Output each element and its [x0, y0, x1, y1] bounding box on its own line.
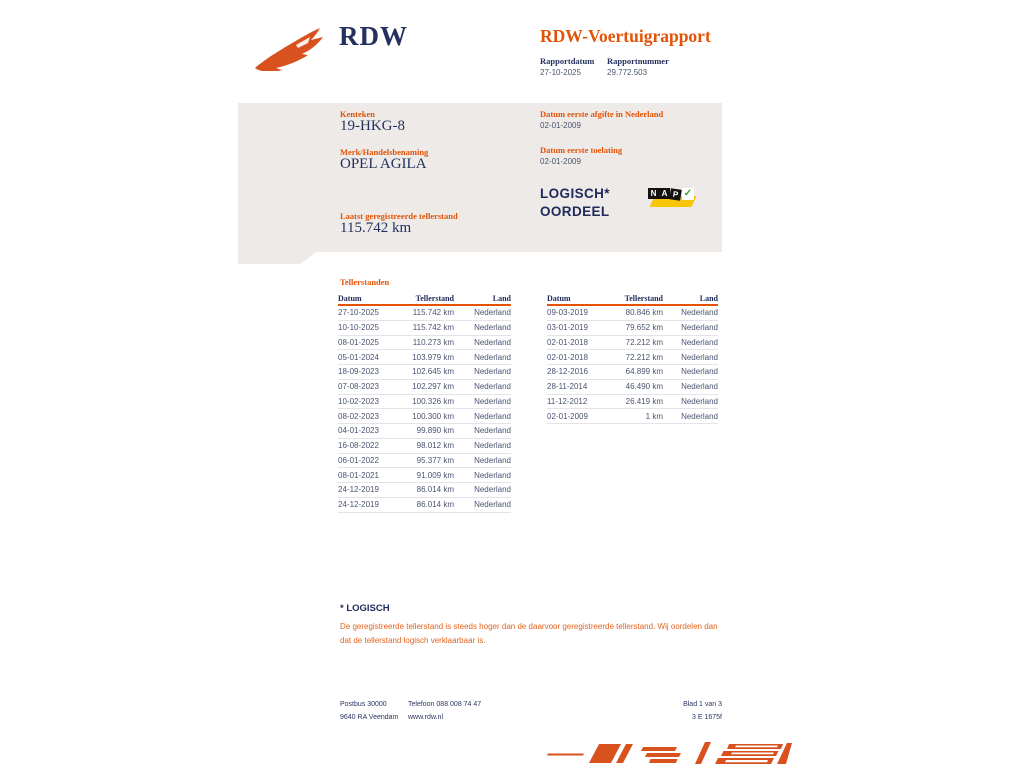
table-body [338, 306, 511, 513]
footer-address-line1: Postbus 30000 [340, 701, 387, 708]
odometer-table-left [338, 291, 511, 513]
date-cell: 10-10-2025 [338, 323, 379, 333]
date-cell: 08-02-2023 [338, 411, 379, 421]
table-row [338, 336, 511, 351]
country-cell: Nederland [474, 485, 511, 495]
table-row [338, 380, 511, 395]
odometer-cell: 64.899 km [625, 367, 663, 377]
odometer-cell: 98.012 km [416, 441, 454, 451]
nap-letter-n: N [648, 188, 659, 199]
first-admission-label: Datum eerste toelating [540, 145, 623, 155]
odometer-cell: 115.742 km [412, 308, 454, 318]
date-cell: 28-12-2016 [547, 367, 588, 377]
odometer-cell: 46.490 km [625, 382, 663, 392]
country-cell: Nederland [474, 441, 511, 451]
last-odometer-label: Laatst geregistreerde tellerstand [340, 211, 458, 221]
kenteken-value: 19-HKG-8 [340, 118, 405, 134]
table-row [338, 468, 511, 483]
footnote-text-line1: De geregistreerde tellerstand is steeds hoger dan de daarvoor geregistreerde tellerstand. Wij oordelen dan [340, 622, 718, 631]
country-cell: Nederland [681, 382, 718, 392]
country-cell: Nederland [681, 411, 718, 421]
date-cell: 16-08-2022 [338, 441, 379, 451]
table-row [338, 350, 511, 365]
nap-letter-a: A [659, 188, 670, 199]
date-cell: 10-02-2023 [338, 396, 379, 406]
table-row [338, 395, 511, 410]
date-cell: 08-01-2025 [338, 337, 379, 347]
column-header-tellerstand: Tellerstand [415, 294, 454, 303]
rdw-stripes-graphic [545, 738, 793, 768]
merk-label: Merk/Handelsbenaming [340, 147, 429, 157]
country-cell: Nederland [474, 382, 511, 392]
first-issue-value: 02-01-2009 [540, 121, 581, 130]
date-cell: 11-12-2012 [547, 396, 588, 406]
nap-logo [648, 188, 698, 210]
table-row [338, 321, 511, 336]
footer-website: www.rdw.nl [408, 714, 444, 721]
odometer-cell: 79.652 km [625, 323, 663, 333]
date-cell: 28-11-2014 [547, 382, 588, 392]
footer-address-line2: 9640 RA Veendam [340, 714, 399, 721]
verdict-line2: OORDEEL [540, 204, 610, 219]
odometer-cell: 99.890 km [416, 426, 454, 436]
report-date-value: 27-10-2025 [540, 68, 581, 77]
footer-phone: Telefoon 088 008 74 47 [408, 701, 482, 708]
country-cell: Nederland [681, 337, 718, 347]
table-row [547, 321, 718, 336]
odometer-cell: 95.377 km [416, 455, 454, 465]
odometer-cell: 72.212 km [625, 337, 663, 347]
table-row [547, 409, 718, 424]
footer-page-number: Blad 1 van 3 [683, 701, 722, 708]
date-cell: 02-01-2018 [547, 352, 588, 362]
country-cell: Nederland [474, 411, 511, 421]
nap-letter-p: P [669, 188, 682, 201]
report-number-label: Rapportnummer [607, 56, 669, 66]
table-row [338, 306, 511, 321]
country-cell: Nederland [681, 352, 718, 362]
odometer-cell: 100.326 km [412, 396, 454, 406]
table-row [338, 498, 511, 513]
table-header-row [547, 291, 718, 306]
table-row [547, 350, 718, 365]
footnote-title: * LOGISCH [340, 603, 390, 614]
country-cell: Nederland [681, 323, 718, 333]
kenteken-label: Kenteken [340, 109, 375, 119]
country-cell: Nederland [474, 308, 511, 318]
table-row [338, 439, 511, 454]
first-issue-label: Datum eerste afgifte in Nederland [540, 109, 664, 119]
table-row [338, 483, 511, 498]
date-cell: 18-09-2023 [338, 367, 379, 377]
odometer-cell: 103.979 km [412, 352, 454, 362]
country-cell: Nederland [474, 426, 511, 436]
odometer-cell: 1 km [645, 411, 663, 421]
table-row [547, 395, 718, 410]
country-cell: Nederland [681, 396, 718, 406]
odometer-table-right [547, 291, 718, 424]
table-row [547, 306, 718, 321]
table-header-row [338, 291, 511, 306]
table-row [338, 424, 511, 439]
odometer-cell: 86.014 km [416, 485, 454, 495]
vehicle-summary-panel-tab [238, 252, 316, 264]
odometer-cell: 26.419 km [625, 396, 663, 406]
country-cell: Nederland [474, 500, 511, 510]
odometer-cell: 100.300 km [412, 411, 454, 421]
country-cell: Nederland [681, 308, 718, 318]
odometer-section-title: Tellerstanden [340, 277, 390, 287]
table-row [338, 454, 511, 469]
nap-check-icon: ✓ [683, 188, 693, 199]
odometer-cell: 86.014 km [416, 500, 454, 510]
date-cell: 03-01-2019 [547, 323, 588, 333]
verdict-line1: LOGISCH* [540, 186, 610, 201]
table-row [547, 336, 718, 351]
rdw-feather-logo-icon [252, 27, 332, 71]
date-cell: 06-01-2022 [338, 455, 379, 465]
column-header-tellerstand: Tellerstand [624, 294, 663, 303]
table-body [547, 306, 718, 424]
first-admission-value: 02-01-2009 [540, 157, 581, 166]
date-cell: 07-08-2023 [338, 382, 379, 392]
odometer-cell: 91.009 km [416, 470, 454, 480]
odometer-cell: 80.846 km [625, 308, 663, 318]
country-cell: Nederland [474, 455, 511, 465]
footnote-text-line2: dat de tellerstand logisch verklaarbaar is. [340, 636, 486, 645]
country-cell: Nederland [474, 323, 511, 333]
country-cell: Nederland [474, 367, 511, 377]
table-row [547, 365, 718, 380]
report-date-label: Rapportdatum [540, 56, 595, 66]
country-cell: Nederland [474, 470, 511, 480]
odometer-cell: 102.645 km [412, 367, 454, 377]
odometer-cell: 110.273 km [412, 337, 454, 347]
date-cell: 02-01-2009 [547, 411, 588, 421]
vehicle-summary-panel [238, 103, 722, 252]
date-cell: 09-03-2019 [547, 308, 588, 318]
date-cell: 24-12-2019 [338, 500, 379, 510]
footer-form-code: 3 E 1675f [692, 714, 722, 721]
column-header-datum: Datum [338, 294, 362, 303]
document-title: RDW-Voertuigrapport [540, 26, 711, 46]
merk-value: OPEL AGILA [340, 156, 427, 172]
odometer-cell: 102.297 km [412, 382, 454, 392]
country-cell: Nederland [474, 352, 511, 362]
date-cell: 05-01-2024 [338, 352, 379, 362]
odometer-cell: 115.742 km [412, 323, 454, 333]
date-cell: 04-01-2023 [338, 426, 379, 436]
table-row [338, 409, 511, 424]
date-cell: 02-01-2018 [547, 337, 588, 347]
table-row [547, 380, 718, 395]
column-header-datum: Datum [547, 294, 571, 303]
country-cell: Nederland [474, 337, 511, 347]
date-cell: 27-10-2025 [338, 308, 379, 318]
column-header-land: Land [492, 294, 511, 303]
column-header-land: Land [699, 294, 718, 303]
table-row [338, 365, 511, 380]
date-cell: 08-01-2021 [338, 470, 379, 480]
date-cell: 24-12-2019 [338, 485, 379, 495]
report-number-value: 29.772.503 [607, 68, 648, 77]
last-odometer-value: 115.742 km [340, 220, 412, 236]
country-cell: Nederland [681, 367, 718, 377]
rdw-wordmark: RDW [339, 21, 408, 51]
odometer-cell: 72.212 km [625, 352, 663, 362]
country-cell: Nederland [474, 396, 511, 406]
